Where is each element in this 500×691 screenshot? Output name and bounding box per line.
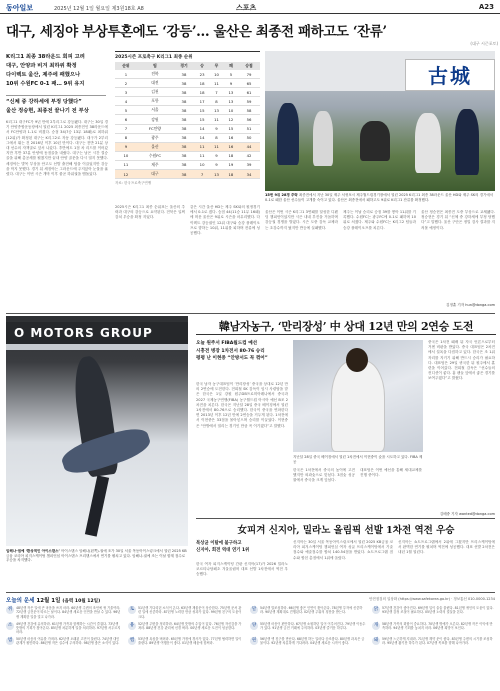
article1-body-col: 울산 정승현은 최종전 도중 부상으로 교체됐다. 정승현은 경기 뒤 “신체 중 강하세에 부정 당했다”고 말했다. 울산 구단은 정밀 검사 결과를 지켜볼 예정이다. — [421, 210, 495, 230]
issue-date: 2025년 12월 1일 월요일 제3원18호 A8 — [54, 6, 144, 12]
basketball-player — [331, 360, 385, 452]
footer-notice: 안전점검의 일상화 (https://www.safekorea.go.kr) · 정보통신 010-0000-1234 — [369, 597, 495, 601]
fortune-item — [372, 637, 495, 650]
article3-headline: 女피겨 신지아, 밀라노 올림픽 선발 1차전 역전 우승 — [237, 525, 455, 536]
fortune-column — [250, 606, 366, 688]
article1-body-col: 제주는 이날 승리로 승점 39를 쌓아 11위를 기록했다. 수원FC는 광주FC에 0-1로 패하며 10위로 처졌다. 제주와 수원FC는 K리그2 팀들과 승강 플레이오프를 치른다. — [343, 210, 416, 230]
player-figure — [360, 121, 390, 161]
standings-row — [115, 142, 260, 151]
standings-title: 2025시즌 프로축구 K리그1 최종 순위 — [115, 55, 193, 60]
article1-body-col: K리그1 대구FC가 9년 만에 2부리그로 강등됐다. 대구는 30일 경기 안양종합운동장에서 열린 K리그1 2025 최종전인 38라운드에서 FC안양과 1-1로 비겼다. 승점 34(7승 13무 18패)로 최하위(12위)가 확정된 대구는 K리그2로 자동 강등됐다. 대구가 2부리그에서 뛰는 건 2016년 이후 10년 만이다. 대구는 전반 21분 상대 선수의 자책골로 앞서 나갔다. 후반에도 1점 차 리드를 이어갔지만 후반 37분 안양에 동점골을 내줬다. 대구는 남은 시간 결승골을 위해 총공세를 펼쳤지만 끝내 안양 골문을 다시 열지 못했다. 세징야는 발목 부상을 안고도 선발 출전해 팀을 이끌었지만 강등을 막지 못했다. 경기 뒤 세징야는 그라운드에 주저앉아 눈물을 흘렸다. 대구는 이번 시즌 개막 이후 줄곧 하위권을 맴돌았다. — [6, 120, 108, 177]
article2-body-col: 한국 남자 농구대표팀이 ‘만리장성’ 중국을 상대로 12년 만의 2연승에 도전한다. 전희철 SK 감독이 임시 사령탑을 맡은 한국은 1일 강원 원주DB프로미아레나에서 중국과 2027 국제농구연맹(FIBA) 농구월드컵 아시아 예선 B조 2차전을 치른다. 한국은 지난달 28일 중국 베이징에서 열린 1차전에서 80-76으로 승리했다. 한국이 중국을 연파한다면 2013년 이후 12년 만에 2연승을 거두게 된다. 1차전에서 이현중은 33점을 몰아넣으며 승리를 이끌었다. 이현중은 “안방에서 열리는 경기인 만큼 꼭 이기겠다”고 말했다. — [196, 382, 288, 428]
standings-cell: 1 — [115, 70, 137, 79]
standings-cell: 44 — [238, 142, 260, 151]
standings-cell: 3 — [115, 88, 137, 97]
standings-cell: 6 — [115, 115, 137, 124]
fortune-text: 54년생 말조심하라. 66년생 좋은 인연이 찾아온다. 78년생 투자에 신중하라. 90년생 계획대로 진행된다. 02년생 주위의 칭찬을 받는다. — [260, 606, 363, 615]
standings-cell: 51 — [238, 124, 260, 133]
standings-cell: FC안양 — [137, 124, 173, 133]
newspaper-logo: 동아일보 — [6, 3, 34, 12]
standings-cell: 18 — [195, 79, 209, 88]
fortune-text: 58년생 가족의 화합이 중요하다. 70년생 명예가 오른다. 82년생 작은 이익에 만족하라. 94년생 기회를 놓치지 마라. 06년생 희망이 보인다. — [382, 621, 493, 630]
standings-cell: 38 — [173, 124, 195, 133]
zodiac-icon: 토 — [129, 607, 135, 612]
standings-cell: 강원 — [137, 115, 173, 124]
standings-cell: 울산 — [137, 142, 173, 151]
standings-cell: 제주 — [137, 160, 173, 169]
lead-line: 10위 수원FC 0-1 패… 9위 유지 — [6, 81, 85, 87]
standings-cell: 38 — [173, 133, 195, 142]
fortune-item — [372, 622, 495, 635]
lead-line: 신지아, 회전 역대 연기 1위 — [196, 548, 250, 553]
standings-cell: 8 — [209, 97, 223, 106]
standings-cell: 23 — [195, 70, 209, 79]
zodiac-icon: 개 — [373, 622, 379, 628]
headline-rule — [196, 334, 496, 335]
standings-header-cell: 무 — [209, 62, 223, 70]
article1-body-col: 2025시즌 K리그1 최종 순위표는 울산의 추락과 대구의 강등으로 요약된다. 전북은 일찌감치 우승을 확정 지었다. — [115, 205, 185, 220]
standings-cell: 38 — [173, 115, 195, 124]
standings-cell: 4 — [115, 97, 137, 106]
figure-skating-photo — [6, 316, 188, 546]
standings-row — [115, 151, 260, 160]
skating-photo-caption — [6, 549, 188, 569]
article2-headline: 韓남자농구, ‘만리장성’ 中 상대 12년 만의 2연승 도전 — [218, 320, 474, 333]
article1-body-col: 울산은 이번 시즌 K리그1 3연패를 달성한 디펜딩 챔피언이었지만 시즌 내내 부진을 거듭하며 강등권 경쟁을 벌였다. 시즌 도중 감독 교체라는 초강수까지 뒀지만 반등에 실패했다. — [265, 210, 338, 230]
fortune-title — [6, 596, 100, 604]
article3-lead — [196, 540, 288, 554]
standings-cell: 38 — [173, 97, 195, 106]
stadium-sign: 古城 — [405, 59, 495, 91]
standings-row — [115, 133, 260, 142]
standings-cell: 2 — [115, 79, 137, 88]
standings-cell: 포항 — [137, 97, 173, 106]
standings-cell: 79 — [238, 70, 260, 79]
standings-cell: 12 — [224, 115, 238, 124]
standings-cell: 13 — [224, 88, 238, 97]
standings-cell: 9 — [209, 160, 223, 169]
article2-lead — [196, 340, 288, 363]
zodiac-icon: 돼 — [373, 638, 379, 643]
standings-cell: 대구 — [137, 170, 173, 179]
fortune-item — [250, 637, 366, 650]
standings-cell: 11 — [209, 79, 223, 88]
standings-row — [115, 79, 260, 88]
standings-cell: 9 — [115, 142, 137, 151]
rink-board — [6, 344, 188, 350]
standings-cell: 39 — [238, 160, 260, 169]
basketball-photo — [293, 340, 423, 452]
player-figure — [455, 109, 479, 175]
standings-cell: 9 — [224, 79, 238, 88]
standings-row — [115, 160, 260, 169]
standings-cell: 38 — [173, 170, 195, 179]
fortune-text: 57년생 건강이 좋아진다. 69년생 일이 술술 풀린다. 81년생 귀인의 도움이 있다. 93년생 감정 조절이 필요하다. 05년생 노력의 결실을 본다. — [382, 606, 494, 615]
standings-cell: 10 — [195, 160, 209, 169]
standings-cell: 18 — [224, 151, 238, 160]
zodiac-icon: 말 — [251, 607, 257, 612]
section-divider — [6, 313, 495, 314]
fortune-label: 오늘의 운세 — [6, 598, 35, 604]
standings-cell: 김천 — [137, 88, 173, 97]
standings-cell: 59 — [238, 97, 260, 106]
lead-line: 북상균 이탈에 불구하고 — [196, 541, 242, 546]
standings-cell: 7 — [115, 124, 137, 133]
standings-cell: 34 — [238, 170, 260, 179]
article1-photo-credit: (대구 시즌포토) — [470, 41, 498, 46]
standings-cell: 7 — [209, 88, 223, 97]
standings-header-cell: 승 — [195, 62, 209, 70]
fortune-text: 49년생 건강에 유의하라. 61년생 가족과 함께하는 시간이 즐겁다. 73년생 뜻밖의 기회가 찾아온다. 85년생 차분하게 일을 처리하라. 97년생 서두르지 마라. — [16, 621, 121, 635]
standings-cell: 7 — [195, 170, 209, 179]
article1-body-col: 같은 시간 울산 HD는 제주 SK와의 원정경기에서 0-1로 졌다. 승점 44(11승 11무 16패)에 머문 울산은 9위로 시즌을 마무리했다. 다이렉트 강등권인 12위 대구와 승강 플레이오프로 향하는 10위, 11위를 피하며 잔류에 성공했다. — [190, 205, 260, 236]
page-number: A23 — [478, 3, 494, 11]
standings-cell: 수원FC — [137, 151, 173, 160]
fortune-column — [372, 606, 495, 688]
standings-table-box — [115, 51, 260, 201]
standings-cell: 광주 — [137, 133, 173, 142]
rink-banner: O MOTORS GROUP — [6, 322, 188, 344]
standings-cell: 15 — [224, 124, 238, 133]
standings-cell: 38 — [173, 160, 195, 169]
article3-body-col: 한국 여자 피겨스케이팅 간판 신지아(17)가 2026 밀라노 코르티나담페초 겨울올림픽 대표 선발 1차전에서 역전 우승했다. — [196, 562, 288, 577]
lead-line: 울산 정승현, 최종전 끝나기 전 부상 — [6, 108, 89, 114]
standings-cell: 11 — [209, 115, 223, 124]
caption-title: 15번 9위 28경 추락 — [265, 193, 298, 197]
article1-byline: 김정훈 기자 hun@donga.com — [446, 303, 495, 307]
standings-header-cell: 팀 — [137, 62, 173, 70]
player-figure — [277, 103, 299, 165]
section-title: 스포츠 — [236, 4, 257, 12]
article2-body-col: 중국은 1차전 패배 뒤 자국 언론으로부터 거센 비판을 받았다. 중국 대표팀은 2차전에서 설욕을 다짐하고 있다. 한국은 조 1위 자리를 지키기 위해 반드시 승리가 필요하다. 대표팀은 29일 귀국한 뒤 원주에서 훈련을 이어갔다. 전희철 감독은 “선수들의 컨디션이 좋다. 홈 팬들 앞에서 좋은 경기를 보여주겠다”고 밝혔다. — [428, 340, 495, 381]
standings-cell: 서울 — [137, 106, 173, 115]
masthead — [0, 0, 500, 14]
fortune-text: 59년생 느긋하게 지내라. 71년생 계약 운이 좋다. 83년생 주변의 시기를 조심하라. 95년생 활기찬 하루가 된다. 07년생 목표를 향해 나아가라. — [382, 637, 493, 646]
fortune-text: 56년생 옛 친구를 만난다. 68년생 하는 일마다 순조롭다. 80년생 과욕은 금물이다. 92년생 차분하게 기다려라. 04년생 새로운 시작이 좋다. — [260, 637, 365, 646]
standings-cell: 38 — [173, 88, 195, 97]
fortune-item — [250, 606, 366, 619]
standings-cell: 14 — [195, 133, 209, 142]
standings-cell: 11 — [195, 151, 209, 160]
standings-cell: 11 — [195, 142, 209, 151]
standings-row — [115, 124, 260, 133]
standings-table — [115, 62, 260, 179]
standings-cell: 42 — [238, 151, 260, 160]
standings-cell: 10 — [115, 151, 137, 160]
standings-cell: 9 — [209, 151, 223, 160]
standings-cell: 9 — [209, 124, 223, 133]
standings-cell: 11 — [209, 142, 223, 151]
standings-row — [115, 115, 260, 124]
fortune-text: 50년생 마음의 여유를 가져라. 62년생 오래된 고민이 풀린다. 74년생 대인관계가 원만하다. 86년생 작은 실수에 주의하라. 98년생 좋은 소식이 있다. — [16, 637, 120, 646]
article3-body-col: 신지아는 30일 서울 목동아이스링크에서 열린 2025 KB금융 코리아 피겨스케이팅 챔피언십 여자 싱글 프리스케이팅에서 기술점수와 예술점수를 합쳐 140.54점을 받았다. 쇼트프로그램 점수와 합친 총점에서 1위에 올랐다. — [293, 540, 393, 560]
standings-header-cell: 패 — [224, 62, 238, 70]
standings-row — [115, 106, 260, 115]
standings-cell: 65 — [238, 79, 260, 88]
player-head — [346, 348, 368, 372]
standings-cell: 5 — [224, 70, 238, 79]
zodiac-icon: 뱀 — [129, 638, 135, 643]
soccer-photo-caption — [265, 193, 495, 205]
standings-source: 자료: 한국프로축구연맹 — [115, 181, 152, 186]
standings-cell: 56 — [238, 115, 260, 124]
article2-byline: 김배중 기자 wanted@donga.com — [439, 512, 495, 516]
standings-cell: 38 — [173, 70, 195, 79]
standings-cell: 10 — [224, 106, 238, 115]
fortune-item — [128, 637, 244, 650]
article3-body-col: 신지아는 쇼트프로그램에서 2위에 그쳤지만 프리스케이팅에서 완벽한 연기를 펼치며 역전에 성공했다. 대표 선발 2차전은 내년 1월 열린다. — [398, 540, 495, 555]
section-divider — [6, 592, 495, 593]
standings-header-cell: 경기 — [173, 62, 195, 70]
standings-cell: 11 — [115, 160, 137, 169]
standings-cell: 38 — [173, 151, 195, 160]
standings-cell: 58 — [238, 106, 260, 115]
zodiac-icon: 범 — [7, 638, 13, 643]
lead-line: 대구, 안양과 비겨 최하위 확정 — [6, 63, 77, 69]
standings-cell: 5 — [115, 106, 137, 115]
standings-cell: 13 — [209, 106, 223, 115]
standings-row — [115, 70, 260, 79]
standings-cell: 19 — [224, 160, 238, 169]
fortune-item — [6, 606, 122, 619]
section-divider — [196, 518, 495, 519]
caption-text: 최종전에서 지난 30일 제주 서귀포시 제주월드컵경기장에서 열린 2025 K리그1 최종 38라운드 울산 HD와 제주 SK의 경기에서 0-1로 패한 울산 선수들이 고개를 숙이고 있다. 울산은 최종전에서 패하고도 9위로 K리그1 잔류를 확정했다. — [265, 193, 494, 202]
player-figure — [415, 113, 441, 173]
zodiac-icon: 양 — [251, 622, 257, 628]
fortune-item — [128, 606, 244, 619]
fortune-date: 12월 1일 — [36, 598, 61, 604]
fortune-text: 53년생 욕심을 버려라. 65년생 가정에 경사가 있다. 77년생 협력하면 일이 풀린다. 89년생 여행운이 좋다. 01년생 배움에 힘써라. — [138, 637, 242, 646]
standings-cell: 38 — [173, 79, 195, 88]
skater-leg — [85, 475, 109, 536]
fortune-text: 55년생 마음이 편안하다. 67년생 소원하던 일이 이루어진다. 79년생 이동수가 있다. 91년생 금전 거래에 주의하라. 03년생 즐거운 하루다. — [260, 621, 366, 630]
soccer-photo — [265, 51, 495, 191]
standings-cell: 10 — [209, 70, 223, 79]
standings-cell: 38 — [173, 106, 195, 115]
fortune-text: 51년생 기다리던 소식이 온다. 63년생 재물운이 상승한다. 75년생 문서 관련 일에 신중하라. 87년생 노력한 만큼 성과가 있다. 99년생 친구의 도움이 크다. — [138, 606, 242, 619]
article1-headline: 대구, 세징야 부상투혼에도 ‘강등’… 울산은 최종전 패하고도 ‘잔류’ — [6, 24, 387, 40]
standings-cell: 대전 — [137, 79, 173, 88]
fortune-item — [128, 622, 244, 635]
standings-cell: 8 — [209, 133, 223, 142]
standings-cell: 16 — [224, 142, 238, 151]
fortune-lunar-date: (음력 10월 12일) — [62, 599, 101, 604]
zodiac-icon: 닭 — [373, 607, 379, 612]
standings-row — [115, 97, 260, 106]
caption-title: 임해나-권예 ‘환상적인 아이스댄스’ — [6, 549, 60, 553]
zodiac-icon: 원 — [251, 638, 257, 643]
standings-cell: 15 — [195, 106, 209, 115]
basketball-photo-caption: 지난달 28일 중국 베이징에서 열린 1차전에서 이현중이 슛을 시도하고 있다. FIBA 제공 — [293, 455, 423, 464]
standings-cell: 13 — [209, 170, 223, 179]
lead-line: 평평 난 이현중 “안방서도 꼭 꺾어” — [196, 356, 268, 361]
article1-lead — [6, 53, 108, 89]
article1-lead-sub — [6, 98, 108, 116]
fortune-item — [6, 622, 122, 635]
zodiac-icon: 소 — [7, 622, 13, 628]
standings-cell: 16 — [224, 133, 238, 142]
standings-cell: 50 — [238, 133, 260, 142]
lead-line: 시흥전 병장 1차전서 80-76 승리 — [196, 348, 265, 354]
standings-cell: 17 — [195, 97, 209, 106]
player-figure — [313, 111, 333, 166]
standings-cell: 61 — [238, 88, 260, 97]
article2-body-col: 한국은 1차전에서 중국의 높이에 고전했지만 외곽슛으로 맞섰다. 3점슛 성공률에서 중국을 크게 앞섰다. — [293, 468, 355, 483]
fortune-text: 48년생 작은 일에 큰 마음을 쓰지 마라. 60년생 주변의 조언에 귀 기울여라. 72년생 금전운이 따르는 날이다. 84년생 새로운 인연을 만날 수 있다. 96년생 계획한 일을 밀고 나가라. — [16, 606, 121, 619]
standings-cell: 38 — [173, 142, 195, 151]
standings-row — [115, 170, 260, 179]
standings-cell: 13 — [224, 97, 238, 106]
caption-text: 아이스댄스 임해나(왼쪽)-권예 조가 30일 서울 목동아이스링크에서 열린 2025 KB금융 코리아 피겨스케이팅 챔피언십 아이스댄스 프리댄스에서 연기를 펼치고 있다. 임해나-권예 조는 이날 합계 점수로 우승을 차지했다. — [6, 549, 187, 563]
zodiac-icon: 용 — [129, 622, 135, 628]
article2-body-col: 대표팀은 이번 예선을 통해 세대교체를 진행 중이다. — [360, 468, 422, 478]
standings-cell: 8 — [115, 133, 137, 142]
fortune-item — [6, 637, 122, 650]
standings-row — [115, 88, 260, 97]
zodiac-icon: 쥐 — [7, 607, 13, 612]
standings-header-cell: 순위 — [115, 62, 137, 70]
standings-header-cell: 승점 — [238, 62, 260, 70]
fortune-column — [6, 606, 122, 688]
standings-cell: 15 — [195, 115, 209, 124]
lead-line: 다이렉트 울산, 제주에 패했으나 — [6, 72, 81, 78]
fortune-column — [128, 606, 244, 688]
standings-cell: 12 — [115, 170, 137, 179]
lead-line: 오늘 원주서 FIBA월드컵 예선 — [196, 341, 258, 346]
fortune-item — [250, 622, 366, 635]
standings-cell: 14 — [195, 124, 209, 133]
lead-line: K리그1 최종 38라운드 회피 고려 — [6, 54, 85, 60]
standings-cell: 18 — [195, 88, 209, 97]
standings-cell: 전북 — [137, 70, 173, 79]
fortune-text: 52년생 주변을 정리하라. 64년생 뜻밖의 수입이 있다. 76년생 자신감을 가져라. 88년생 건강 관리에 신경 써라. 00년생 새로운 도전이 성공한다. — [138, 621, 242, 630]
lead-line: “신체 중 강하세에 부정 당했다” — [6, 99, 82, 105]
standings-cell: 18 — [224, 170, 238, 179]
fortune-item — [372, 606, 495, 619]
